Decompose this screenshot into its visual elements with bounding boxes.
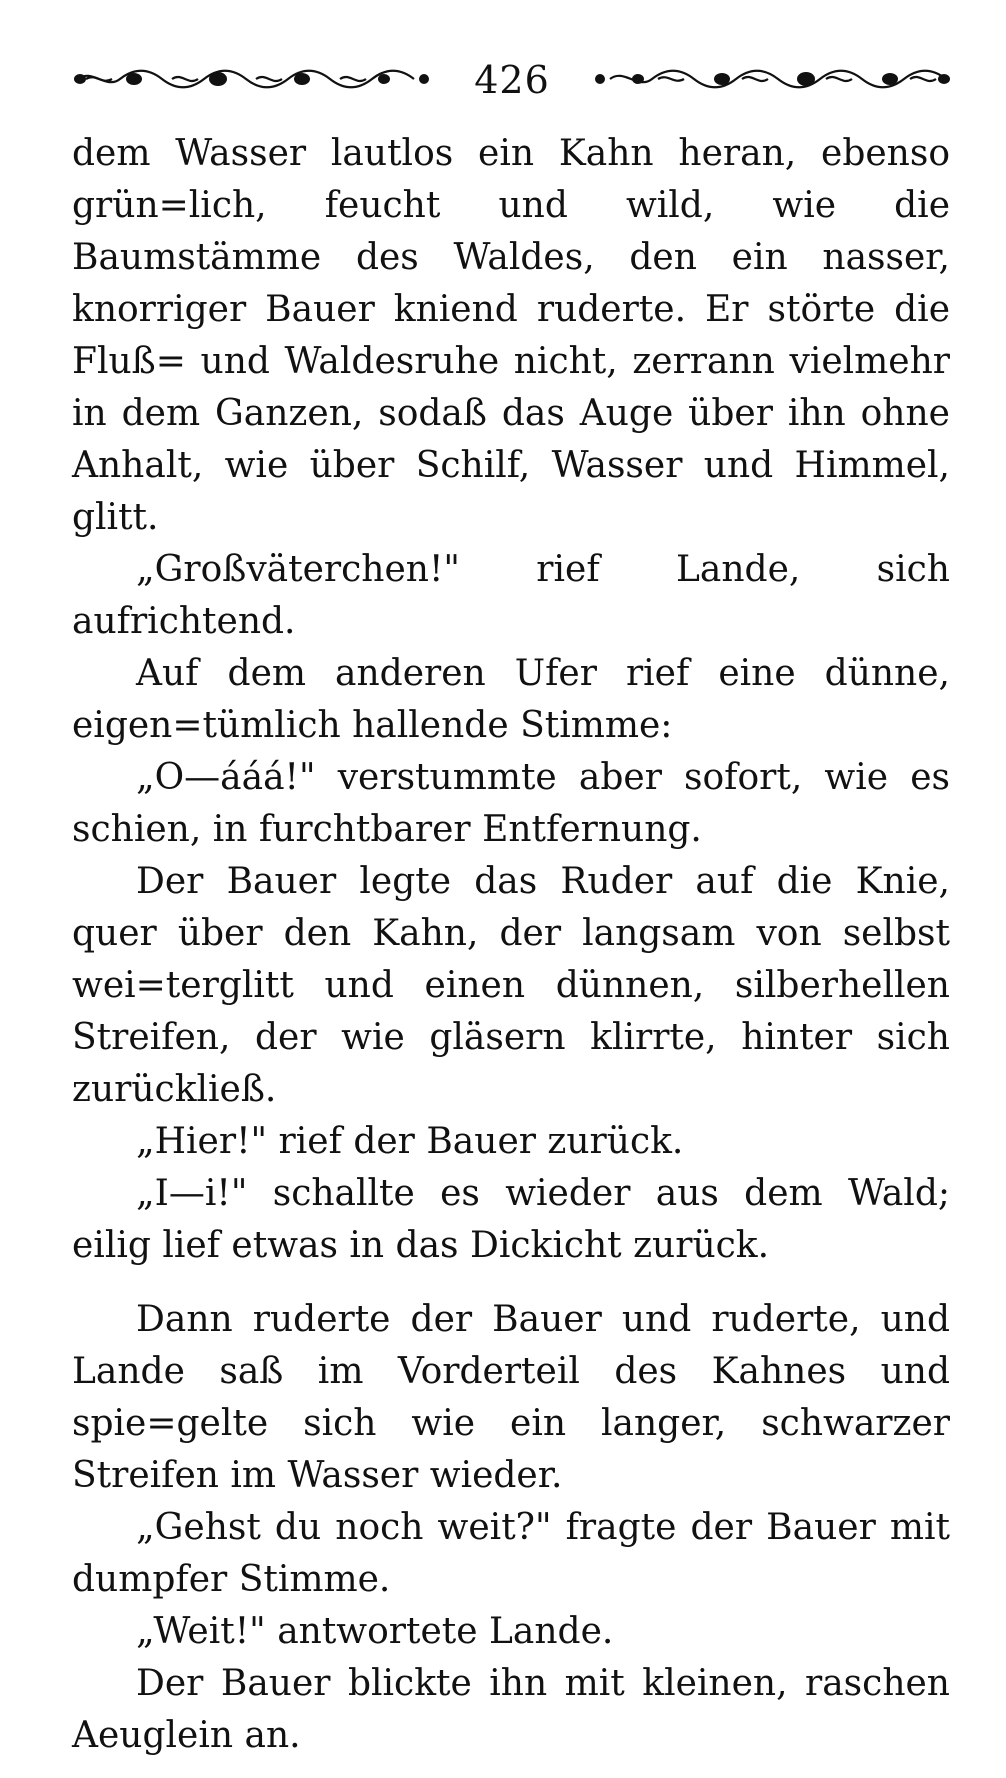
paragraph: „Großväterchen!" rief Lande, sich aufrichtend. [72, 549, 950, 642]
scroll-ornament-icon [592, 64, 952, 94]
paragraph: Dann ruderte der Bauer und ruderte, und Lande saß im Vorderteil des Kahnes und spie=gelte sich wie ein langer, schwarzer Streifen im Wasser wieder. [72, 1299, 950, 1496]
paragraph: „O—ááá!" verstummte aber sofort, wie es schien, in furchtbarer Entfernung. [72, 757, 950, 850]
paragraph: „Weit!" antwortete Lande. [136, 1611, 614, 1652]
paragraph: Der Bauer legte das Ruder auf die Knie, quer über den Kahn, der langsam von selbst wei=terglitt und einen dünnen, silberhellen Streifen, der wie gläsern klirrte, hinter sich zurückließ. [72, 861, 950, 1110]
paragraph: Der Bauer blickte ihn mit kleinen, raschen Aeuglein an. [72, 1663, 950, 1756]
page-number: 426 [474, 58, 550, 102]
paragraph: „Gehst du noch weit?" fragte der Bauer mit dumpfer Stimme. [72, 1507, 950, 1600]
body-text [72, 128, 950, 1762]
paragraph: „Hier!" rief der Bauer zurück. [136, 1121, 684, 1162]
paragraph: Auf dem anderen Ufer rief eine dünne, eigen=tümlich hallende Stimme: [72, 653, 950, 746]
page-header [72, 50, 952, 110]
paragraph: dem Wasser lautlos ein Kahn heran, ebenso grün=lich, feucht und wild, wie die Baumstämme des Waldes, den ein nasser, knorriger Bauer kniend ruderte. Er störte die Fluß= und Waldesruhe nicht, zerrann vielmehr in dem Ganzen, sodaß das Auge über ihn ohne Anhalt, wie über Schilf, Wasser und Himmel, glitt. [72, 133, 950, 538]
paragraph: „I—i!" schallte es wieder aus dem Wald; eilig lief etwas in das Dickicht zurück. [72, 1173, 950, 1266]
